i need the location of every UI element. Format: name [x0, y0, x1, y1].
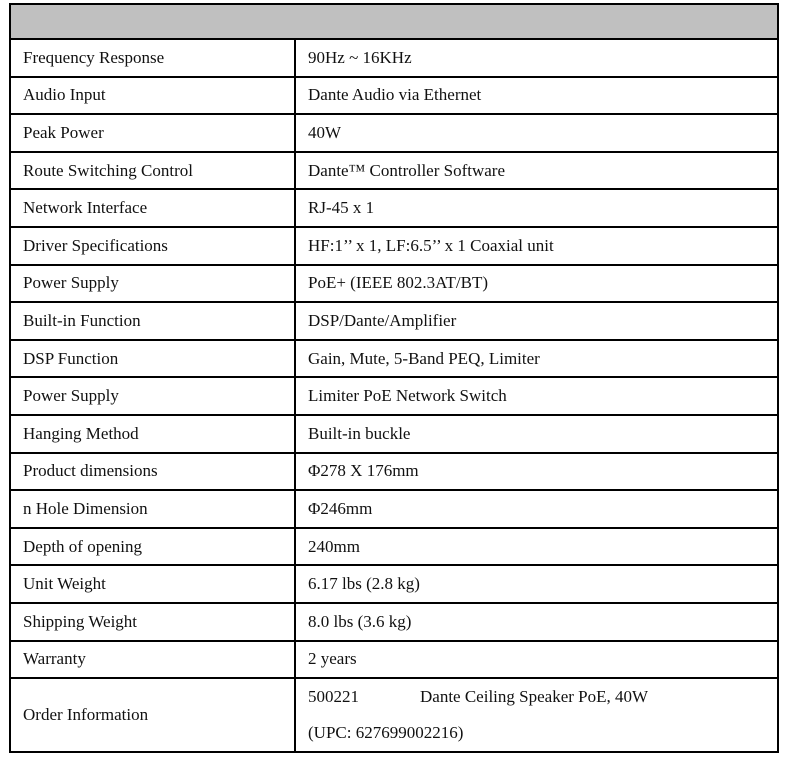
order-label: Order Information [10, 678, 295, 752]
spec-value: PoE+ (IEEE 802.3AT/BT) [295, 265, 778, 303]
table-row [10, 377, 778, 415]
spec-label: Depth of opening [10, 528, 295, 566]
order-part-number: 500221 [308, 687, 359, 707]
table-row [10, 415, 778, 453]
order-information-row [10, 678, 778, 752]
spec-value: DSP/Dante/Amplifier [295, 302, 778, 340]
table-row [10, 528, 778, 566]
spec-value: Dante Audio via Ethernet [295, 77, 778, 115]
spec-value: RJ-45 x 1 [295, 189, 778, 227]
table-row [10, 340, 778, 378]
table-row [10, 453, 778, 491]
spec-label: Peak Power [10, 114, 295, 152]
spec-label: n Hole Dimension [10, 490, 295, 528]
spec-value: 6.17 lbs (2.8 kg) [295, 565, 778, 603]
spec-label: Warranty [10, 641, 295, 679]
table-row [10, 603, 778, 641]
table-row [10, 39, 778, 77]
table-row [10, 641, 778, 679]
spec-value: Φ278 X 176mm [295, 453, 778, 491]
spec-table [9, 3, 779, 753]
table-row [10, 152, 778, 190]
table-row [10, 77, 778, 115]
spec-label: DSP Function [10, 340, 295, 378]
spec-value: 240mm [295, 528, 778, 566]
table-row [10, 114, 778, 152]
spec-label: Shipping Weight [10, 603, 295, 641]
spec-label: Frequency Response [10, 39, 295, 77]
order-value [295, 678, 778, 752]
table-row [10, 565, 778, 603]
order-upc: (UPC: 627699002216) [308, 723, 464, 743]
spec-value: HF:1’’ x 1, LF:6.5’’ x 1 Coaxial unit [295, 227, 778, 265]
table-header-row [10, 4, 778, 39]
spec-label: Driver Specifications [10, 227, 295, 265]
spec-label: Power Supply [10, 377, 295, 415]
spec-label: Power Supply [10, 265, 295, 303]
spec-value: Gain, Mute, 5-Band PEQ, Limiter [295, 340, 778, 378]
table-row [10, 490, 778, 528]
spec-value: Dante™ Controller Software [295, 152, 778, 190]
order-line [308, 679, 777, 715]
spec-value: 2 years [295, 641, 778, 679]
spec-label: Network Interface [10, 189, 295, 227]
spec-value: Built-in buckle [295, 415, 778, 453]
spec-label: Unit Weight [10, 565, 295, 603]
spec-label: Built-in Function [10, 302, 295, 340]
spec-label: Product dimensions [10, 453, 295, 491]
spec-label: Audio Input [10, 77, 295, 115]
spec-value: 40W [295, 114, 778, 152]
spec-value: Φ246mm [295, 490, 778, 528]
spec-label: Route Switching Control [10, 152, 295, 190]
table-row [10, 302, 778, 340]
order-description: Dante Ceiling Speaker PoE, 40W [420, 687, 649, 707]
table-row [10, 189, 778, 227]
spec-value: 8.0 lbs (3.6 kg) [295, 603, 778, 641]
spec-label: Hanging Method [10, 415, 295, 453]
table-row [10, 227, 778, 265]
spec-value: Limiter PoE Network Switch [295, 377, 778, 415]
spec-value: 90Hz ~ 16KHz [295, 39, 778, 77]
table-row [10, 265, 778, 303]
table-header-cell [10, 4, 778, 39]
